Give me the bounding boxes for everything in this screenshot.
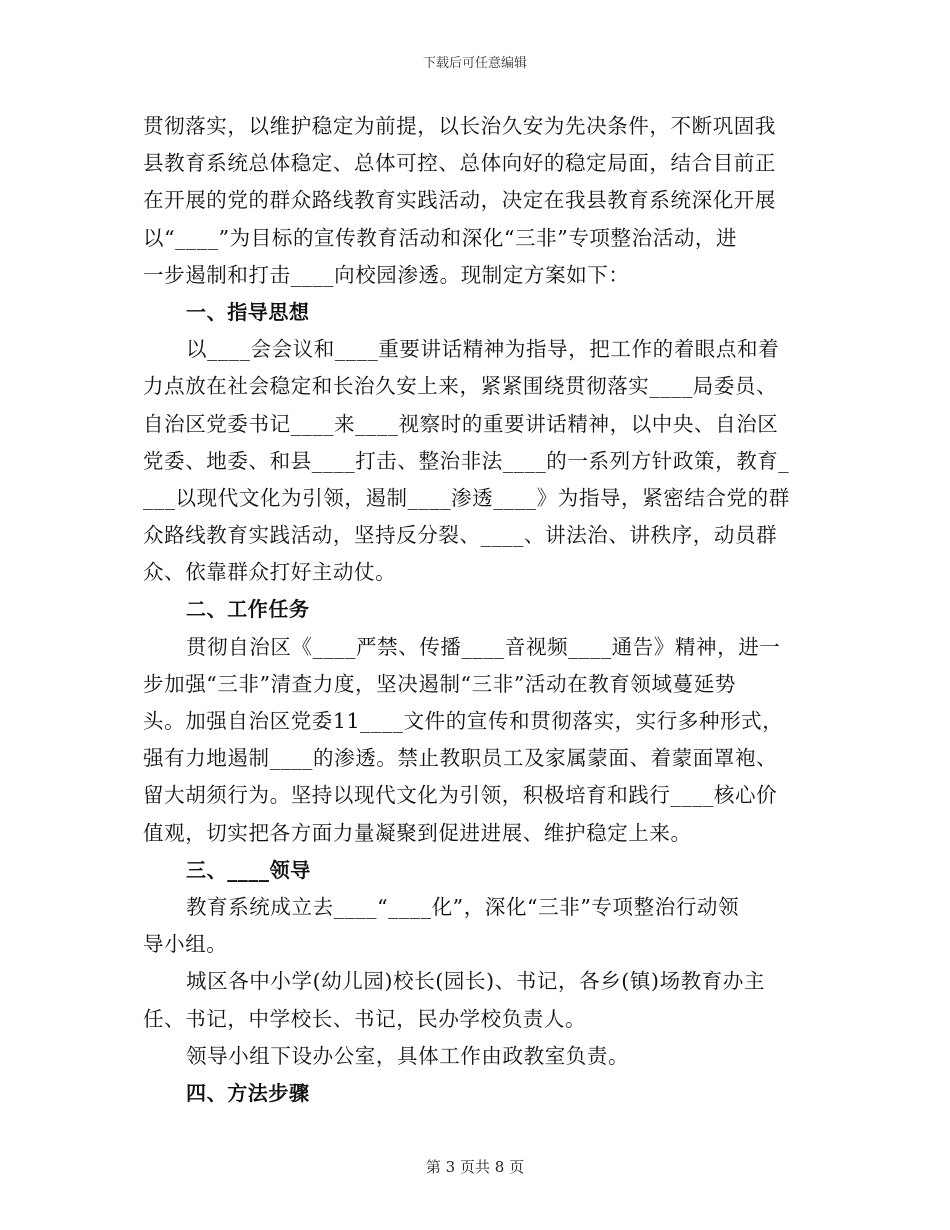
paragraph-line: 值观，切实把各方面力量凝聚到促进进展、维护稳定上来。 — [143, 820, 692, 845]
paragraph-line: 强有力地遏制____的渗透。禁止教职员工及家属蒙面、着蒙面罩袍、 — [143, 746, 778, 771]
section-heading-work-tasks: 二、工作任务 — [186, 597, 310, 622]
paragraph-line: ___以现代文化为引领，遏制____渗透____》为指导，紧密结合党的群 — [143, 485, 790, 510]
paragraph-line: 教育系统成立去____“____化”，深化“三非”专项整治行动领 — [186, 894, 740, 919]
paragraph-line: 领导小组下设办公室，具体工作由政教室负责。 — [186, 1043, 630, 1068]
section-heading-method-steps: 四、方法步骤 — [186, 1080, 310, 1105]
paragraph-line: 力点放在社会稳定和长治久安上来，紧紧围绕贯彻落实____局委员、 — [143, 374, 778, 399]
paragraph-line: 贯彻自治区《____严禁、传播____音视频____通告》精神，进一 — [186, 634, 781, 659]
section-heading-leadership: 三、____领导 — [186, 857, 311, 882]
paragraph-line: 众、依靠群众打好主动仗。 — [143, 560, 397, 585]
paragraph-line: 自治区党委书记____来____视察时的重要讲话精神，以中央、自治区 — [143, 411, 779, 436]
paragraph-line: 以“____”为目标的宣传教育活动和深化“三非”专项整治活动，进 — [143, 225, 738, 250]
paragraph-line: 留大胡须行为。坚持以现代文化为引领，积极培育和践行____核心价 — [143, 783, 778, 808]
paragraph-line: 党委、地委、和县____打击、整治非法____的一系列方针政策，教育_ — [143, 448, 790, 473]
paragraph-line: 城区各中小学(幼儿园)校长(园长)、书记，各乡(镇)场教育办主 — [186, 969, 766, 994]
paragraph-line: 在开展的党的群众路线教育实践活动，决定在我县教育系统深化开展 — [143, 188, 776, 213]
page-header: 下载后可任意编辑 — [422, 56, 527, 71]
paragraph-line: 任、书记，中学校长、书记，民办学校负责人。 — [143, 1006, 587, 1031]
paragraph-line: 一步遏制和打击____向校园渗透。现制定方案如下： — [143, 262, 630, 287]
paragraph-line: 以____会会议和____重要讲话精神为指导，把工作的着眼点和着 — [186, 337, 780, 362]
paragraph-line: 导小组。 — [143, 932, 228, 957]
document-body — [143, 108, 807, 1112]
section-heading-guiding-ideology: 一、指导思想 — [186, 299, 310, 324]
paragraph-line: 县教育系统总体稳定、总体可控、总体向好的稳定局面，结合目前正 — [143, 151, 776, 176]
paragraph-line: 步加强“三非”清查力度，坚决遏制“三非”活动在教育领域蔓延势 — [143, 671, 736, 696]
page-number: 第 3 页共 8 页 — [425, 1158, 525, 1176]
paragraph-line: 头。加强自治区党委11____文件的宣传和贯彻落实，实行多种形式， — [143, 709, 784, 733]
paragraph-line: 贯彻落实，以维护稳定为前提，以长治久安为先决条件，不断巩固我 — [143, 114, 776, 138]
paragraph-line: 众路线教育实践活动，坚持反分裂、____、讲法治、讲秩序，动员群 — [143, 523, 778, 548]
